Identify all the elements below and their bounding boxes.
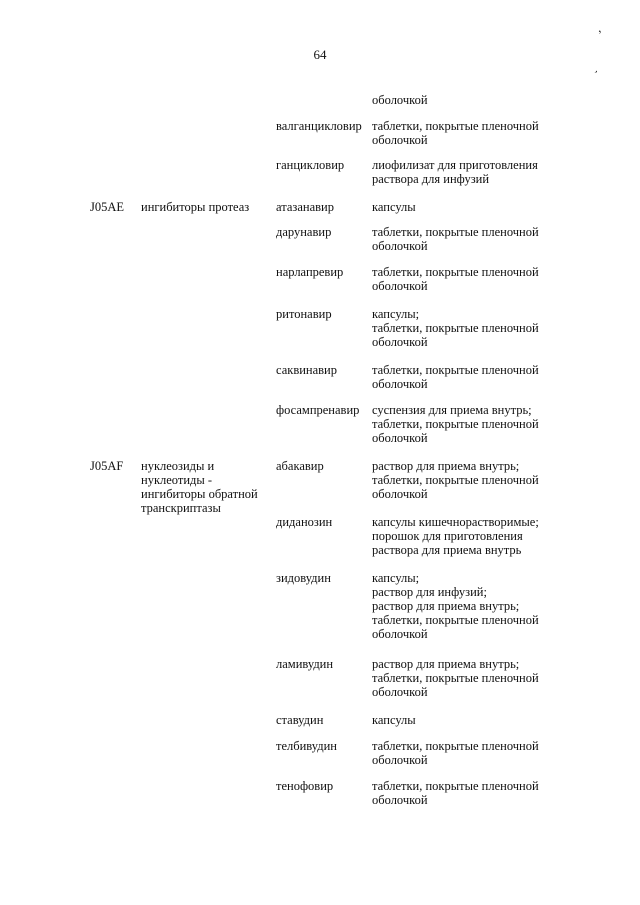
dosage-form-line: оболочкой: [372, 377, 428, 391]
dosage-forms: [372, 713, 562, 727]
drug-name: нарлапревир: [276, 265, 344, 279]
dosage-form-line: таблетки, покрытые пленочной: [372, 417, 539, 431]
dosage-forms: [372, 265, 562, 293]
drug-name: ставудин: [276, 713, 324, 727]
drug-name: валганцикловир: [276, 119, 362, 133]
dosage-form-line: таблетки, покрытые пленочной: [372, 265, 539, 279]
pharmacological-group: [141, 200, 271, 214]
drug-name: диданозин: [276, 515, 333, 529]
dosage-form-line: капсулы;: [372, 307, 420, 321]
dosage-form-line: оболочкой: [372, 793, 428, 807]
dosage-forms: [372, 403, 562, 445]
atc-code: J05AE: [90, 200, 125, 214]
dosage-forms: [372, 515, 562, 557]
dosage-forms: [372, 459, 562, 501]
drug-name: зидовудин: [276, 571, 331, 585]
dosage-forms: [372, 571, 562, 641]
atc-code: J05AF: [90, 459, 124, 473]
dosage-form-line: таблетки, покрытые пленочной: [372, 739, 539, 753]
dosage-form-line: раствора для инфузий: [372, 172, 490, 186]
dosage-form-line: оболочкой: [372, 685, 428, 699]
drug-name: ламивудин: [276, 657, 334, 671]
drug-name: ритонавир: [276, 307, 332, 321]
dosage-form-line: таблетки, покрытые пленочной: [372, 225, 539, 239]
dosage-forms: [372, 119, 562, 147]
dosage-forms: [372, 225, 562, 253]
dosage-form-line: таблетки, покрытые пленочной: [372, 363, 539, 377]
drug-name: абакавир: [276, 459, 324, 473]
dosage-forms: [372, 779, 562, 807]
dosage-form-line: оболочкой: [372, 239, 428, 253]
dosage-forms: [372, 158, 562, 186]
dosage-form-line: капсулы: [372, 200, 416, 214]
page-number: 64: [313, 47, 327, 62]
dosage-form-line: суспензия для приема внутрь;: [372, 403, 532, 417]
dosage-form-line: порошок для приготовления: [372, 529, 523, 543]
dosage-form-line: оболочкой: [372, 93, 428, 107]
scan-speck-mark: ,: [593, 64, 602, 75]
dosage-form-line: капсулы: [372, 713, 416, 727]
drug-name: дарунавир: [276, 225, 332, 239]
dosage-form-line: оболочкой: [372, 487, 428, 501]
dosage-form-line: капсулы;: [372, 571, 420, 585]
dosage-form-line: таблетки, покрытые пленочной: [372, 119, 539, 133]
dosage-forms: [372, 93, 562, 107]
dosage-form-line: раствор для приема внутрь;: [372, 657, 520, 671]
pharmacological-group: [141, 459, 271, 515]
drug-name: тенофовир: [276, 779, 334, 793]
dosage-form-line: раствор для приема внутрь;: [372, 599, 520, 613]
drug-name: ганцикловир: [276, 158, 345, 172]
dosage-form-line: оболочкой: [372, 279, 428, 293]
dosage-form-line: таблетки, покрытые пленочной: [372, 613, 539, 627]
dosage-form-line: оболочкой: [372, 335, 428, 349]
dosage-form-line: таблетки, покрытые пленочной: [372, 321, 539, 335]
group-line: транскриптазы: [141, 501, 221, 515]
dosage-forms: [372, 739, 562, 767]
dosage-forms: [372, 657, 562, 699]
dosage-form-line: оболочкой: [372, 753, 428, 767]
dosage-form-line: лиофилизат для приготовления: [372, 158, 538, 172]
dosage-forms: [372, 363, 562, 391]
dosage-form-line: раствор для приема внутрь;: [372, 459, 520, 473]
dosage-form-line: таблетки, покрытые пленочной: [372, 671, 539, 685]
group-line: ингибиторы обратной: [141, 487, 258, 501]
dosage-forms: [372, 307, 562, 349]
dosage-form-line: таблетки, покрытые пленочной: [372, 473, 539, 487]
group-line: нуклеозиды и: [141, 459, 215, 473]
group-line: нуклеотиды -: [141, 473, 213, 487]
dosage-form-line: оболочкой: [372, 627, 428, 641]
drug-name: атазанавир: [276, 200, 334, 214]
dosage-form-line: оболочкой: [372, 431, 428, 445]
drug-name: телбивудин: [276, 739, 337, 753]
dosage-forms: [372, 200, 562, 214]
group-line: ингибиторы протеаз: [141, 200, 250, 214]
drug-name: фосампренавир: [276, 403, 360, 417]
dosage-form-line: оболочкой: [372, 133, 428, 147]
dosage-form-line: раствор для инфузий;: [372, 585, 487, 599]
dosage-form-line: таблетки, покрытые пленочной: [372, 779, 539, 793]
dosage-form-line: раствора для приема внутрь: [372, 543, 522, 557]
drug-name: саквинавир: [276, 363, 337, 377]
dosage-form-line: капсулы кишечнорастворимые;: [372, 515, 539, 529]
scan-speck-mark: ,: [594, 20, 603, 36]
